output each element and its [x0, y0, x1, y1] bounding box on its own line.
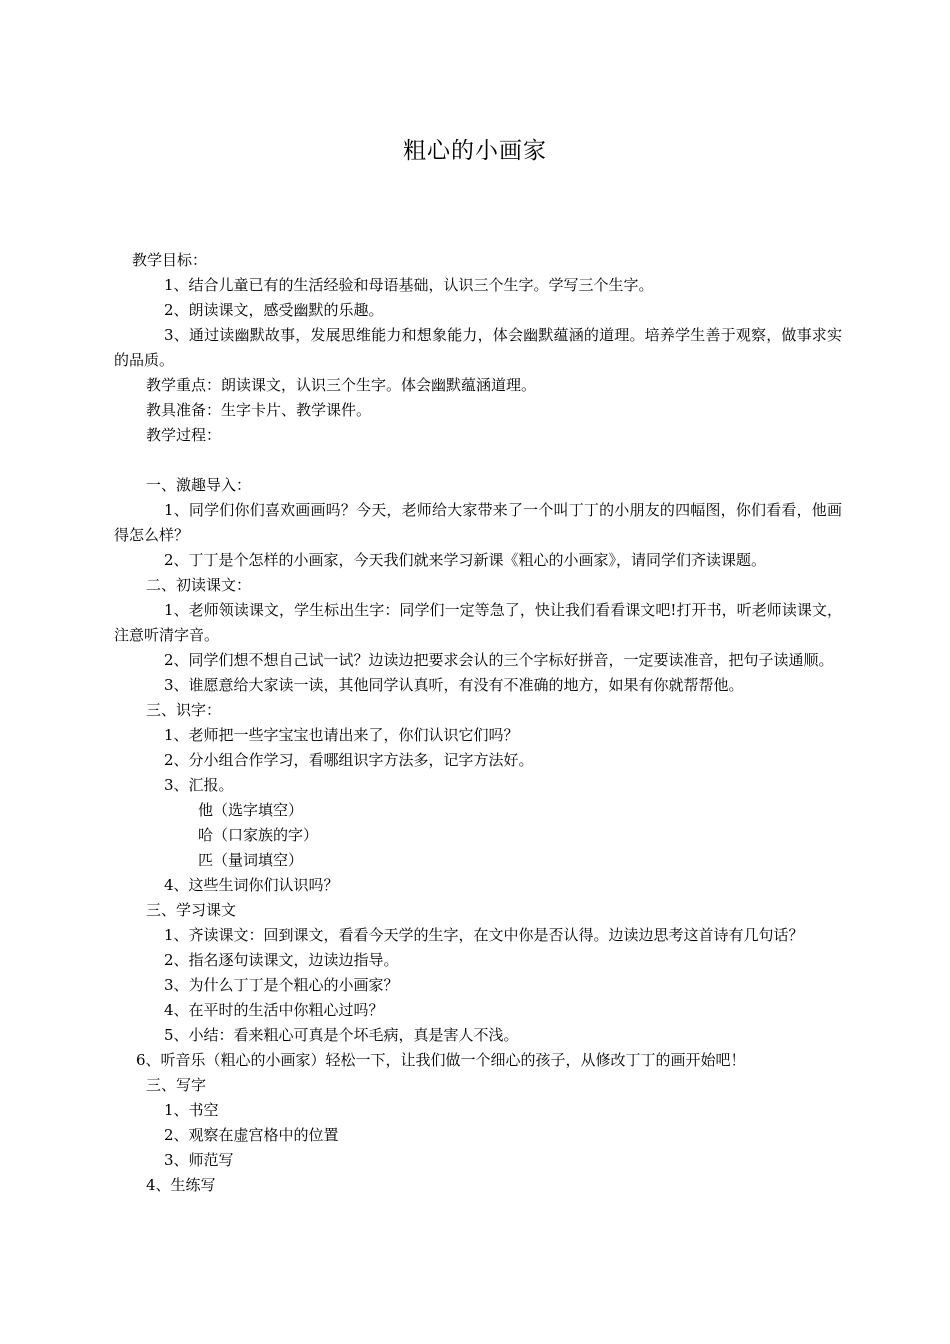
list-item: 5、小结：看来粗心可真是个坏毛病，真是害人不浅。	[164, 1026, 519, 1044]
list-item: 1、同学们你们喜欢画画吗？今天，老师给大家带来了一个叫丁丁的小朋友的四幅图，你们看看，他画得怎么样？	[114, 501, 842, 544]
blank-line	[114, 448, 842, 473]
sub-item: 他（选字填空）	[198, 801, 304, 819]
list-item: 4、这些生词你们认识吗？	[164, 876, 339, 894]
list-item: 4、生练写	[146, 1176, 216, 1194]
list-item: 3、汇报。	[164, 776, 234, 794]
section-heading: 三、学习课文	[146, 901, 237, 919]
list-item: 3、通过读幽默故事，发展思维能力和想象能力，体会幽默蕴涵的道理。培养学生善于观察，做事求实的品质。	[114, 326, 842, 369]
list-item: 2、指名逐句读课文，边读边指导。	[164, 951, 399, 969]
sub-item: 哈（口家族的字）	[198, 826, 319, 844]
section-heading: 三、写字	[146, 1076, 207, 1094]
list-item: 1、结合儿童已有的生活经验和母语基础，认识三个生字。学写三个生字。	[164, 276, 654, 294]
list-item: 2、同学们想不想自己试一试？边读边把要求会认的三个字标好拼音，一定要读准音，把句子读通顺。	[164, 651, 834, 669]
section-heading: 二、初读课文：	[146, 576, 252, 594]
document-title: 粗心的小画家	[403, 138, 547, 164]
list-item: 1、老师领读课文，学生标出生字：同学们一定等急了，快让我们看看课文吧!打开书，听老师读课文，注意听清字音。	[114, 601, 842, 644]
list-item: 3、谁愿意给大家读一读，其他同学认真听，有没有不准确的地方，如果有你就帮帮他。	[164, 676, 744, 694]
list-item: 1、齐读课文：回到课文，看看今天学的生字，在文中你是否认得。边读边思考这首诗有几句话？	[164, 926, 804, 944]
document-body	[114, 248, 842, 1198]
section-heading: 三、识字：	[146, 701, 222, 719]
list-item: 2、观察在虚宫格中的位置	[164, 1126, 339, 1144]
section-heading: 教学过程：	[146, 426, 222, 444]
sub-item: 匹（量词填空）	[198, 851, 304, 869]
paragraph: 教具准备：生字卡片、教学课件。	[146, 401, 372, 419]
list-item: 1、老师把一些字宝宝也请出来了，你们认识它们吗？	[164, 726, 519, 744]
section-heading: 一、激趣导入：	[146, 476, 252, 494]
list-item: 3、为什么丁丁是个粗心的小画家？	[164, 976, 399, 994]
list-item: 2、丁丁是个怎样的小画家，今天我们就来学习新课《粗心的小画家》，请同学们齐读课题。	[164, 551, 767, 569]
list-item: 6、听音乐（粗心的小画家）轻松一下，让我们做一个细心的孩子，从修改丁丁的画开始吧！	[136, 1051, 746, 1069]
list-item: 2、分小组合作学习，看哪组识字方法多，记字方法好。	[164, 751, 534, 769]
list-item: 4、在平时的生活中你粗心过吗？	[164, 1001, 384, 1019]
paragraph: 教学重点：朗读课文，认识三个生字。体会幽默蕴涵道理。	[146, 376, 537, 394]
list-item: 3、师范写	[164, 1151, 234, 1169]
list-item: 1、书空	[164, 1101, 219, 1119]
list-item: 2、朗读课文，感受幽默的乐趣。	[164, 301, 384, 319]
section-heading: 教学目标：	[132, 251, 208, 269]
